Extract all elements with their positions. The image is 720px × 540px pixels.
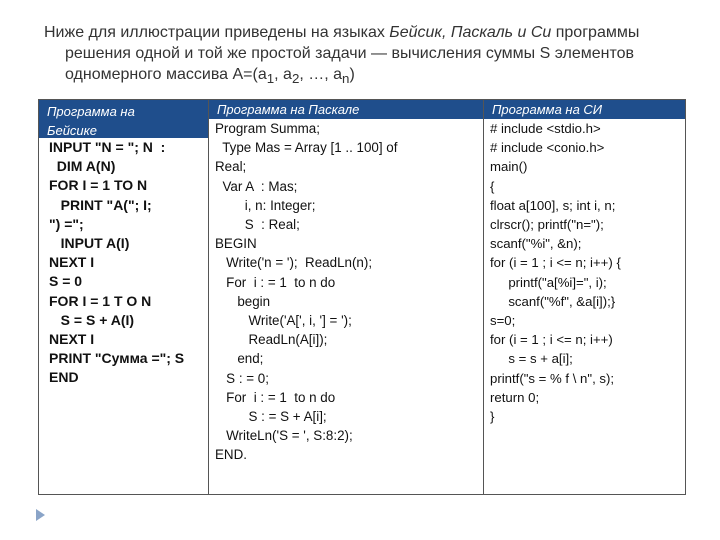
pascal-column bbox=[208, 100, 483, 494]
intro-languages: Бейсик, Паскаль и Си bbox=[389, 24, 552, 41]
basic-header: Программа на Бейсике bbox=[39, 100, 208, 138]
intro-sep-2: , …, а bbox=[299, 66, 343, 83]
intro-line2: решения одной и той же простой задачи — вычисления суммы S элементов bbox=[65, 45, 635, 62]
pascal-header: Программа на Паскале bbox=[209, 100, 483, 119]
subscript-1: 1 bbox=[266, 71, 275, 87]
c-code: # include <stdio.h> # include <conio.h> main() { float a[100], s; int i, n; clrscr(); printf("n="); scanf("%i", &n); for (i = 1 ; i <= n; i++) { printf("a[%i]=", i); scanf("%f", &a[i]);} s=0; for (i = 1 ; i <= n; i++) s = s + a[i]; printf("s = % f \ n", s); return 0; } bbox=[490, 121, 621, 425]
pascal-code: Program Summa; Type Mas = Array [1 .. 100] of Real; Var A : Mas; i, n: Integer; S : Real; BEGIN Write('n = '); ReadLn(n); For i : = 1 to n do begin Write('A[', i, '] = '); ReadLn(A[i]); end; S : = 0; For i : = 1 to n do S : = S + A[i]; WriteLn('S = ', S:8:2); END. bbox=[215, 121, 398, 463]
triangle-bullet-icon bbox=[36, 509, 45, 521]
subscript-n: n bbox=[342, 71, 350, 87]
intro-close: ) bbox=[349, 66, 355, 83]
intro-line3-prefix: одномерного массива А=(а bbox=[65, 66, 267, 83]
intro-line3 bbox=[44, 64, 684, 89]
intro-part2: программы bbox=[551, 24, 640, 41]
intro-text bbox=[44, 22, 684, 89]
intro-sep-1: , а bbox=[274, 66, 292, 83]
c-header: Программа на СИ bbox=[484, 100, 685, 119]
basic-column bbox=[39, 100, 208, 494]
basic-code: INPUT "N = "; N : DIM A(N) FOR I = 1 TO N PRINT "A("; I; ") ="; INPUT A(I) NEXT I S = 0 FOR I = 1 T O N S = S + A(I) NEXT I PRINT "Сумма ="; S END bbox=[49, 139, 185, 386]
c-column bbox=[483, 100, 685, 494]
programs-table bbox=[38, 99, 686, 495]
subscript-2: 2 bbox=[291, 71, 300, 87]
intro-part1: Ниже для иллюстрации приведены на языках bbox=[44, 24, 390, 41]
